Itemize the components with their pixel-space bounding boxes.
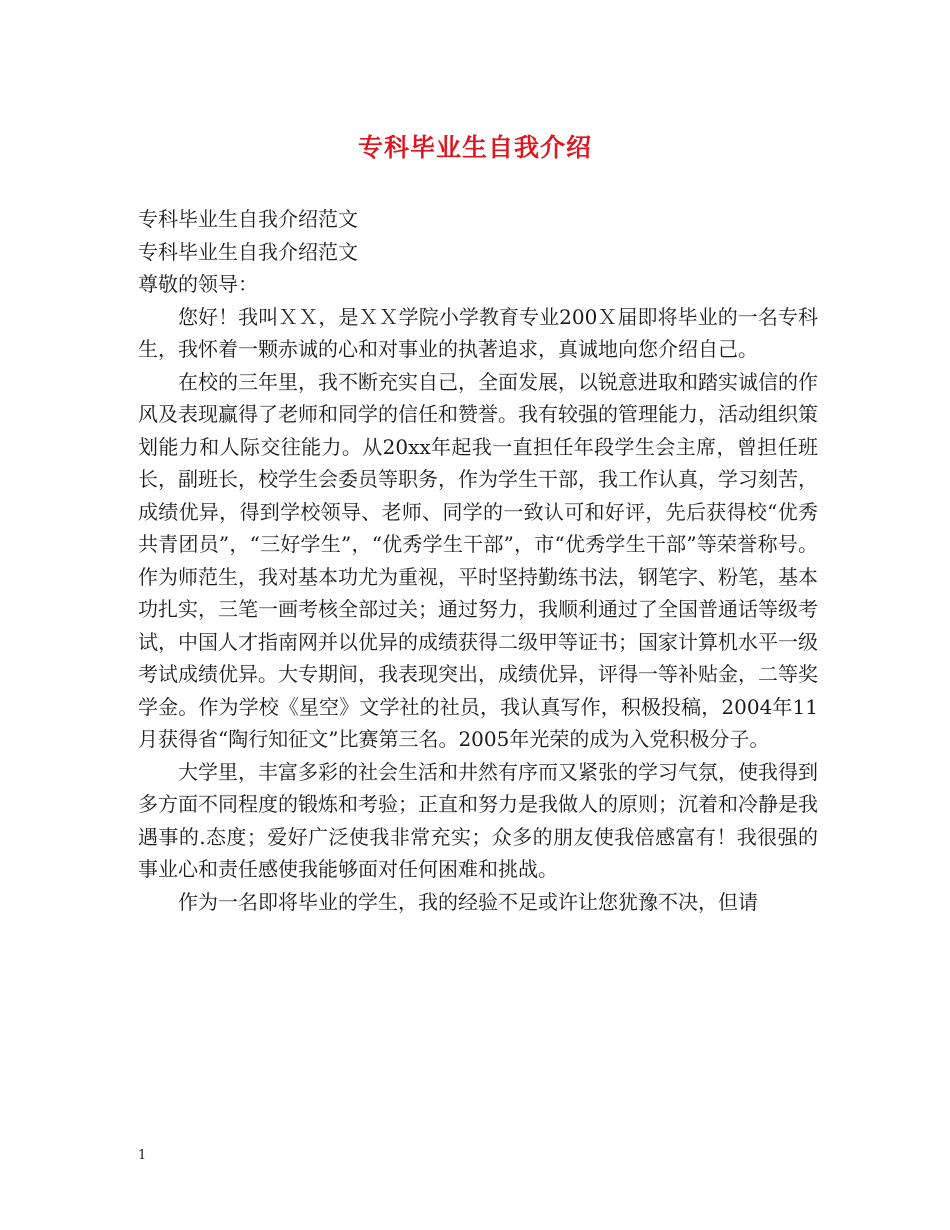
document-title: 专科毕业生自我介绍 (357, 133, 592, 162)
paragraph-greeting: 您好！我叫ＸＸ，是ＸＸ学院小学教育专业200Ｘ届即将毕业的一名专科生，我怀着一颗赤诚的心和对事业的执著追求，真诚地向您介绍自己。 (138, 304, 818, 361)
paragraph-university-life: 大学里，丰富多彩的社会生活和井然有序而又紧张的学习气氛，使我得到多方面不同程度的锻炼和考验；正直和努力是我做人的原则；沉着和冷静是我遇事的.态度；爱好广泛使我非常充实；众多的朋友使我倍感富有！我很强的事业心和责任感使我能够面对任何困难和挑战。 (138, 759, 818, 881)
salutation: 尊敬的领导： (138, 272, 258, 296)
paragraph-school-years: 在校的三年里，我不断充实自己，全面发展，以锐意进取和踏实诚信的作风及表现赢得了老师和同学的信任和赞誉。我有较强的管理能力，活动组织策划能力和人际交往能力。从20xx年起我一直担任年段学生会主席，曾担任班长，副班长，校学生会委员等职务，作为学生干部，我工作认真，学习刻苦，成绩优异，得到学校领导、老师、同学的一致认可和好评，先后获得校“优秀共青团员”，“三好学生”，“优秀学生干部”，市“优秀学生干部”等荣誉称号。作为师范生，我对基本功尤为重视，平时坚持勤练书法，钢笔字、粉笔，基本功扎实，三笔一画考核全部过关；通过努力，我顺利通过了全国普通话等级考试，中国人才指南网并以优异的成绩获得二级甲等证书；国家计算机水平一级考试成绩优异。大专期间，我表现突出，成绩优异，评得一等补贴金，二等奖学金。作为学校《星空》文学社的社员，我认真写作，积极投稿，2004年11月获得省“陶行知征文”比赛第三名。2005年光荣的成为入党积极分子。 (138, 369, 818, 751)
document-body (138, 203, 818, 918)
subtitle-line-1: 专科毕业生自我介绍范文 (138, 207, 358, 231)
paragraph-closing: 作为一名即将毕业的学生，我的经验不足或许让您犹豫不决，但请 (178, 889, 758, 914)
subtitle-line-2: 专科毕业生自我介绍范文 (138, 239, 358, 264)
page-number: 1 (138, 1148, 147, 1163)
